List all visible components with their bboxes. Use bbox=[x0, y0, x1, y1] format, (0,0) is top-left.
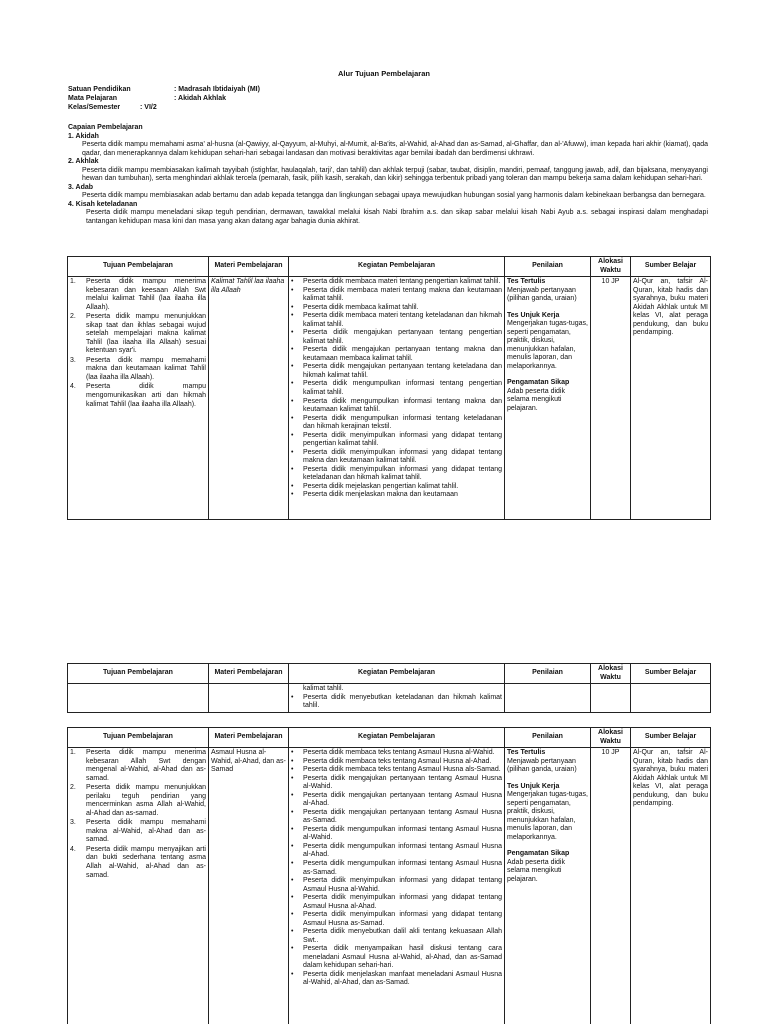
bullet-icon: • bbox=[291, 757, 294, 765]
pengamatan-desc: Adab peserta didik selama mengikuti pelajaran. bbox=[507, 387, 565, 412]
meta-value: : Akidah Akhlak bbox=[174, 95, 226, 102]
bullet-icon: • bbox=[291, 286, 294, 294]
kegiatan-item bbox=[291, 792, 502, 809]
pengamatan-desc: Adab peserta didik selama mengikuti pelajaran. bbox=[507, 858, 565, 883]
tes-tertulis-heading: Tes Tertulis bbox=[507, 749, 546, 757]
bullet-icon: • bbox=[291, 928, 294, 936]
kegiatan-text: Peserta didik mengajukan pertanyaan tentang Asmaul Husna al-Wahid. bbox=[303, 774, 502, 791]
kegiatan-item bbox=[291, 826, 502, 843]
kegiatan-text: Peserta didik mengajukan pertanyaan tentang pengertian kalimat tahlil. bbox=[303, 329, 502, 345]
kegiatan-item bbox=[291, 398, 502, 415]
kegiatan-cell bbox=[289, 277, 505, 520]
materi-cell bbox=[209, 277, 289, 520]
kegiatan-text: Peserta didik membaca materi tentang makna dan keutamaan kalimat tahlil. bbox=[303, 286, 502, 303]
capaian-pembelajaran bbox=[68, 124, 708, 226]
materi-cell: Asmaul Husna al-Wahid, al-Ahad, dan as-Samad bbox=[209, 748, 289, 1024]
kegiatan-item bbox=[291, 491, 502, 500]
bullet-icon: • bbox=[291, 970, 294, 978]
kegiatan-item bbox=[291, 304, 502, 313]
bullet-icon: • bbox=[291, 363, 294, 371]
bullet-icon: • bbox=[291, 693, 294, 701]
kegiatan-text: Peserta didik mengumpulkan informasi tentang Asmaul Husna al-Wahid. bbox=[303, 825, 502, 842]
kegiatan-item bbox=[291, 432, 502, 449]
tujuan-text: Peserta didik mampu menerima kebesaran dan keesaan Allah Swt melalui kalimat Tahlil (laa ilaaha illa Allaah). bbox=[86, 278, 206, 311]
tujuan-list bbox=[70, 749, 206, 880]
bullet-icon: • bbox=[291, 380, 294, 388]
sumber-cell bbox=[631, 684, 711, 713]
kegiatan-item bbox=[291, 329, 502, 346]
meta-row-satuan bbox=[68, 86, 708, 95]
tujuan-text: Peserta didik mampu memahami makna dan keutamaan kalimat Tahlil (laa ilaaha illa Allaah). bbox=[86, 356, 206, 381]
bullet-icon: • bbox=[291, 825, 294, 833]
kegiatan-text: Peserta didik membaca teks tentang Asmaul Husna als-Samad. bbox=[303, 766, 501, 774]
tujuan-number: 3. bbox=[70, 356, 76, 364]
header-sumber: Sumber Belajar bbox=[631, 664, 711, 684]
tujuan-item bbox=[70, 819, 206, 845]
header-sumber: Sumber Belajar bbox=[631, 728, 711, 748]
kegiatan-text: Peserta didik menyimpulkan informasi yang didapat tentang pengertian kalimat tahlil. bbox=[303, 431, 502, 448]
kegiatan-item bbox=[291, 766, 502, 775]
kegiatan-text: Peserta didik mengajukan pertanyaan tentang keteladana dan hikmah kalimat tahlil. bbox=[303, 363, 502, 379]
bullet-icon: • bbox=[291, 894, 294, 902]
header-materi: Materi Pembelajaran bbox=[209, 257, 289, 277]
tujuan-item bbox=[70, 383, 206, 409]
sumber-cell: Al-Qur an, tafsir Al-Quran, kitab hadis dan syarahnya, buku materi Akidah Akhlak untuk MI kelas VI, alat peraga pendukung, dan buku pendamping. bbox=[631, 748, 711, 1024]
tujuan-number: 1. bbox=[70, 749, 76, 757]
kegiatan-text: Peserta didik menjelaskan makna dan keutamaan bbox=[303, 491, 458, 499]
kegiatan-text: Peserta didik mengumpulkan informasi tentang makna dan keutamaan kalimat tahlil. bbox=[303, 397, 502, 414]
kegiatan-text: Peserta didik membaca teks tentang Asmaul Husna al-Wahid. bbox=[303, 749, 495, 757]
header-tujuan: Tujuan Pembelajaran bbox=[68, 728, 209, 748]
kegiatan-text: Peserta didik menyebutkan dalil akli tentang kekuasaan Allah Swt.. bbox=[303, 928, 502, 944]
kegiatan-item bbox=[291, 483, 502, 492]
kegiatan-list bbox=[291, 749, 502, 988]
tujuan-number: 1. bbox=[70, 278, 76, 286]
bullet-icon: • bbox=[291, 278, 294, 286]
header-tujuan: Tujuan Pembelajaran bbox=[68, 664, 209, 684]
document-meta bbox=[68, 86, 708, 113]
bullet-icon: • bbox=[291, 859, 294, 867]
header-alokasi: Alokasi Waktu bbox=[591, 664, 631, 684]
pengamatan-heading: Pengamatan Sikap bbox=[507, 379, 570, 387]
tes-unjuk-kerja-heading: Tes Unjuk Kerja bbox=[507, 782, 560, 790]
tujuan-cell bbox=[68, 684, 209, 713]
capaian-akidah-title: 1. Akidah bbox=[68, 132, 99, 140]
kegiatan-item bbox=[291, 894, 502, 911]
bullet-icon: • bbox=[291, 877, 294, 885]
table-asmaul-husna bbox=[67, 727, 711, 1024]
meta-value: : VI/2 bbox=[140, 104, 157, 111]
kegiatan-item bbox=[291, 860, 502, 877]
tujuan-text: Peserta didik mampu menyajikan arti dan bukti sederhana tentang asma Allah al-Wahid, al-Ahad dan as-samad. bbox=[86, 845, 206, 879]
kegiatan-item bbox=[291, 346, 502, 363]
bullet-icon: • bbox=[291, 448, 294, 456]
kegiatan-list bbox=[291, 694, 502, 711]
kegiatan-text: Peserta didik menyebutkan keteladanan dan hikmah kalimat tahlil. bbox=[303, 693, 502, 710]
bullet-icon: • bbox=[291, 945, 294, 953]
header-kegiatan: Kegiatan Pembelajaran bbox=[289, 664, 505, 684]
kegiatan-item bbox=[291, 363, 502, 380]
kegiatan-text: Peserta didik mejelaskan pengertian kalimat tahlil. bbox=[303, 482, 459, 490]
tujuan-item bbox=[70, 278, 206, 312]
kegiatan-text: Peserta didik menyampaikan hasil diskusi tentang cara meneladani Asmaul Husna al-Wahid, al-Ahad, dan as-Samad dalam kehidupan sehari-hari. bbox=[303, 945, 502, 970]
kegiatan-text: Peserta didik menyimpulkan informasi yang didapat tentang makna dan keutamaan kalimat tahlil. bbox=[303, 448, 502, 465]
kegiatan-item bbox=[291, 466, 502, 483]
kegiatan-text: Peserta didik mengajukan pertanyaan tentang Asmaul Husna al-Ahad. bbox=[303, 791, 502, 808]
kegiatan-item bbox=[291, 911, 502, 928]
alokasi-cell: 10 JP bbox=[591, 277, 631, 520]
kegiatan-list bbox=[291, 278, 502, 500]
tujuan-item bbox=[70, 784, 206, 818]
kegiatan-item bbox=[291, 843, 502, 860]
bullet-icon: • bbox=[291, 482, 294, 490]
tes-tertulis-desc: Menjawab pertanyaan (pilihan ganda, uraian) bbox=[507, 757, 577, 774]
tes-unjuk-kerja-desc: Mengerjakan tugas-tugas, seperti pengamatan, praktik, diskusi, menunjukkan hafalan, menulis laporan, dan melaporkannya. bbox=[507, 320, 588, 370]
kegiatan-text: Peserta didik mengumpulkan informasi tentang Asmaul Husna al-Ahad. bbox=[303, 842, 502, 859]
kegiatan-text: Peserta didik menyimpulkan informasi yang didapat tentang Asmaul Husna al-Ahad. bbox=[303, 894, 502, 910]
tes-tertulis-heading: Tes Tertulis bbox=[507, 278, 546, 286]
kegiatan-text: Peserta didik menyimpulkan informasi yang didapat tentang keteladanan dan hikmah kalimat tahlil. bbox=[303, 465, 502, 482]
meta-row-mapel bbox=[68, 95, 708, 104]
kegiatan-item bbox=[291, 694, 502, 711]
header-penilaian: Penilaian bbox=[505, 257, 591, 277]
table-tahlil bbox=[67, 256, 711, 520]
capaian-akidah-text: Peserta didik mampu memahami asma' al-husna (al-Qawiyy, al-Qayyum, al-Muhyi, al-Mumit, al-Ba'its, al-Wahid, al-Ahad dan as-Samad, al-Ghaffar, dan al-'Afuww), iman kepada hari akhir (kiamat), qada qadar, dan menerapkannya dalam kehidupan sehari-hari sebagai landasan dan motivasi beraktivitas agar bernilai ibadah dan berdimensi ukhrawi. bbox=[82, 141, 708, 157]
materi-text: Kalimat Tahlil laa ilaaha illa Allaah bbox=[211, 278, 285, 294]
bullet-icon: • bbox=[291, 774, 294, 782]
meta-label: Kelas/Semester bbox=[68, 104, 121, 111]
kegiatan-text: Peserta didik mengumpulkan informasi tentang pengertian kalimat tahlil. bbox=[303, 380, 502, 396]
pengamatan-heading: Pengamatan Sikap bbox=[507, 850, 570, 858]
penilaian-cell bbox=[505, 277, 591, 520]
bullet-icon: • bbox=[291, 842, 294, 850]
header-materi: Materi Pembelajaran bbox=[209, 664, 289, 684]
tujuan-text: Peserta didik mampu menunjukkan sikap taat dan ikhlas sebagai wujud setelah mempelajari makna kalimat Tahlil (laa ilaaha illa Allaah) sesuai ketentuan syar'i. bbox=[86, 313, 206, 355]
bullet-icon: • bbox=[291, 766, 294, 774]
bullet-icon: • bbox=[291, 312, 294, 320]
bullet-icon: • bbox=[291, 791, 294, 799]
kegiatan-item bbox=[291, 877, 502, 894]
capaian-adab-text: Peserta didik mampu membiasakan adab bertamu dan adab kepada tetangga dan lingkungan sebagai upaya mewujudkan hubungan sosial yang harmonis dalam kebinekaan berbangsa dan bernegara. bbox=[82, 192, 706, 200]
kegiatan-item bbox=[291, 380, 502, 397]
tes-tertulis-desc: Menjawab pertanyaan (pilihan ganda, uraian) bbox=[507, 286, 577, 303]
bullet-icon: • bbox=[291, 346, 294, 354]
kegiatan-item bbox=[291, 928, 502, 945]
kegiatan-text: Peserta didik menyimpulkan informasi yang didapat tentang Asmaul Husna al-Wahid. bbox=[303, 877, 502, 893]
header-kegiatan: Kegiatan Pembelajaran bbox=[289, 257, 505, 277]
kegiatan-item bbox=[291, 809, 502, 826]
capaian-heading: Capaian Pembelajaran bbox=[68, 124, 143, 131]
alokasi-cell bbox=[591, 684, 631, 713]
kegiatan-cell bbox=[289, 684, 505, 713]
kegiatan-item bbox=[291, 945, 502, 971]
kegiatan-text: Peserta didik membaca teks tentang Asmaul Husna al-Ahad. bbox=[303, 757, 492, 765]
tujuan-item bbox=[70, 313, 206, 356]
bullet-icon: • bbox=[291, 303, 294, 311]
kegiatan-item bbox=[291, 312, 502, 329]
tujuan-text: Peserta didik mampu menunjukkan perilaku teguh pendirian yang mencerminkan asma Allah al-Wahid, al-Ahad dan as-samad. bbox=[86, 784, 206, 817]
kegiatan-item bbox=[291, 971, 502, 988]
tujuan-item bbox=[70, 846, 206, 880]
tujuan-cell bbox=[68, 277, 209, 520]
kegiatan-item bbox=[291, 775, 502, 792]
kegiatan-item bbox=[291, 449, 502, 466]
header-alokasi: Alokasi Waktu bbox=[591, 257, 631, 277]
header-penilaian: Penilaian bbox=[505, 664, 591, 684]
bullet-icon: • bbox=[291, 414, 294, 422]
tujuan-list bbox=[70, 278, 206, 409]
penilaian-cell bbox=[505, 684, 591, 713]
kegiatan-text: Peserta didik menjelaskan manfaat meneladani Asmaul Husna al-Wahid, al-Ahad, dan as-Samad. bbox=[303, 970, 502, 987]
capaian-kisah-text: Peserta didik mampu meneladani sikap teguh pendirian, dermawan, tawakkal melalui kisah Nabi Ibrahim a.s. dan sikap sabar melalui kisah Nabi Ayub a.s. sebagai inspirasi dalam menghadapi tantangan kehidupan masa kini dan masa yang akan datang agar bahagia dunia akhirat. bbox=[86, 209, 708, 225]
tujuan-number: 4. bbox=[70, 383, 76, 391]
tujuan-item bbox=[70, 357, 206, 383]
capaian-adab-title: 3. Adab bbox=[68, 183, 94, 191]
capaian-akhlak-title: 2. Akhlak bbox=[68, 158, 99, 166]
kegiatan-text: Peserta didik membaca materi tentang pengertian kalimat tahlil. bbox=[303, 278, 501, 286]
meta-label: Mata Pelajaran bbox=[68, 95, 118, 102]
tes-unjuk-kerja-heading: Tes Unjuk Kerja bbox=[507, 311, 560, 319]
penilaian-cell bbox=[505, 748, 591, 1024]
alokasi-cell: 10 JP bbox=[591, 748, 631, 1024]
tes-unjuk-kerja-desc: Mengerjakan tugas-tugas, seperti pengamatan, praktik, diskusi, menunjukkan hafalan, menulis laporan, dan melaporkannya. bbox=[507, 791, 588, 841]
bullet-icon: • bbox=[291, 911, 294, 919]
tujuan-number: 4. bbox=[70, 845, 76, 853]
materi-cell bbox=[209, 684, 289, 713]
tujuan-text: Peserta didik mampu mengomunikasikan arti dan hikmah kalimat Tahlil (laa ilaaha illa Allaah). bbox=[86, 383, 206, 408]
kegiatan-item bbox=[291, 758, 502, 767]
bullet-icon: • bbox=[291, 749, 294, 757]
kegiatan-text: Peserta didik menyimpulkan informasi yang didapat tentang Asmaul Husna as-Samad. bbox=[303, 911, 502, 927]
meta-row-kelas bbox=[68, 104, 708, 113]
sumber-cell: Al-Qur an, tafsir Al-Quran, kitab hadis dan syarahnya, buku materi Akidah Akhlak untuk MI kelas VI, alat peraga pendukung, dan buku pendamping. bbox=[631, 277, 711, 520]
kegiatan-item bbox=[291, 287, 502, 304]
capaian-kisah-title: 4. Kisah keteladanan bbox=[68, 200, 138, 208]
kegiatan-item bbox=[291, 415, 502, 432]
tujuan-number: 2. bbox=[70, 784, 76, 792]
table-tahlil-continued bbox=[67, 663, 711, 713]
meta-value: : Madrasah Ibtidaiyah (MI) bbox=[174, 86, 260, 93]
tujuan-text: Peserta didik mampu memahami makna al-Wahid, al-Ahad dan as-samad. bbox=[86, 819, 206, 844]
kegiatan-continued: kalimat tahlil. bbox=[303, 685, 344, 693]
kegiatan-item bbox=[291, 749, 502, 758]
capaian-akhlak-text: Peserta didik mampu membiasakan kalimah tayyibah (istighfar, haulaqalah, tarji', dan tahlil) dan akhlak terpuji (sabar, taubat, disiplin, mandiri, pemaaf, tanggung jawab, adil, dan bijaksana, menyayangi hewan dan tumbuhan), serta menghindari akhlak tercela (pemarah, fasik, pilih kasih, serakah, dan kikir) sehingga terbentuk pribadi yang toleran dan mampu bekerja sama dalam kehidupan sehari-hari. bbox=[82, 166, 708, 183]
header-sumber: Sumber Belajar bbox=[631, 257, 711, 277]
bullet-icon: • bbox=[291, 491, 294, 499]
tujuan-item bbox=[70, 749, 206, 783]
header-tujuan: Tujuan Pembelajaran bbox=[68, 257, 209, 277]
tujuan-number: 3. bbox=[70, 819, 76, 827]
header-alokasi: Alokasi Waktu bbox=[591, 728, 631, 748]
kegiatan-text: Peserta didik mengajukan pertanyaan tentang Asmaul Husna as-Samad. bbox=[303, 808, 502, 825]
kegiatan-text: Peserta didik mengajukan pertanyaan tentang makna dan keutamaan membaca kalimat tahlil. bbox=[303, 346, 502, 362]
header-kegiatan: Kegiatan Pembelajaran bbox=[289, 728, 505, 748]
meta-label: Satuan Pendidikan bbox=[68, 86, 131, 93]
bullet-icon: • bbox=[291, 465, 294, 473]
header-materi: Materi Pembelajaran bbox=[209, 728, 289, 748]
kegiatan-text: Peserta didik membaca materi tentang keteladanan dan hikmah kalimat tahlil. bbox=[303, 312, 502, 328]
bullet-icon: • bbox=[291, 397, 294, 405]
kegiatan-cell bbox=[289, 748, 505, 1024]
header-penilaian: Penilaian bbox=[505, 728, 591, 748]
bullet-icon: • bbox=[291, 808, 294, 816]
kegiatan-text: Peserta didik mengumpulkan informasi tentang keteladanan dan hikmah kerajinan tekstil. bbox=[303, 414, 502, 431]
document-title: Alur Tujuan Pembelajaran bbox=[338, 69, 430, 78]
bullet-icon: • bbox=[291, 431, 294, 439]
kegiatan-text: Peserta didik membaca kalimat tahlil. bbox=[303, 303, 419, 311]
tujuan-cell bbox=[68, 748, 209, 1024]
tujuan-number: 2. bbox=[70, 313, 76, 321]
tujuan-text: Peserta didik mampu menerima kebesaran Allah Swt dengan mengenal al-Wahid, al-Ahad dan as-samad. bbox=[86, 749, 206, 782]
bullet-icon: • bbox=[291, 329, 294, 337]
kegiatan-item bbox=[291, 278, 502, 287]
kegiatan-text: Peserta didik mengumpulkan informasi tentang Asmaul Husna as-Samad. bbox=[303, 859, 502, 876]
